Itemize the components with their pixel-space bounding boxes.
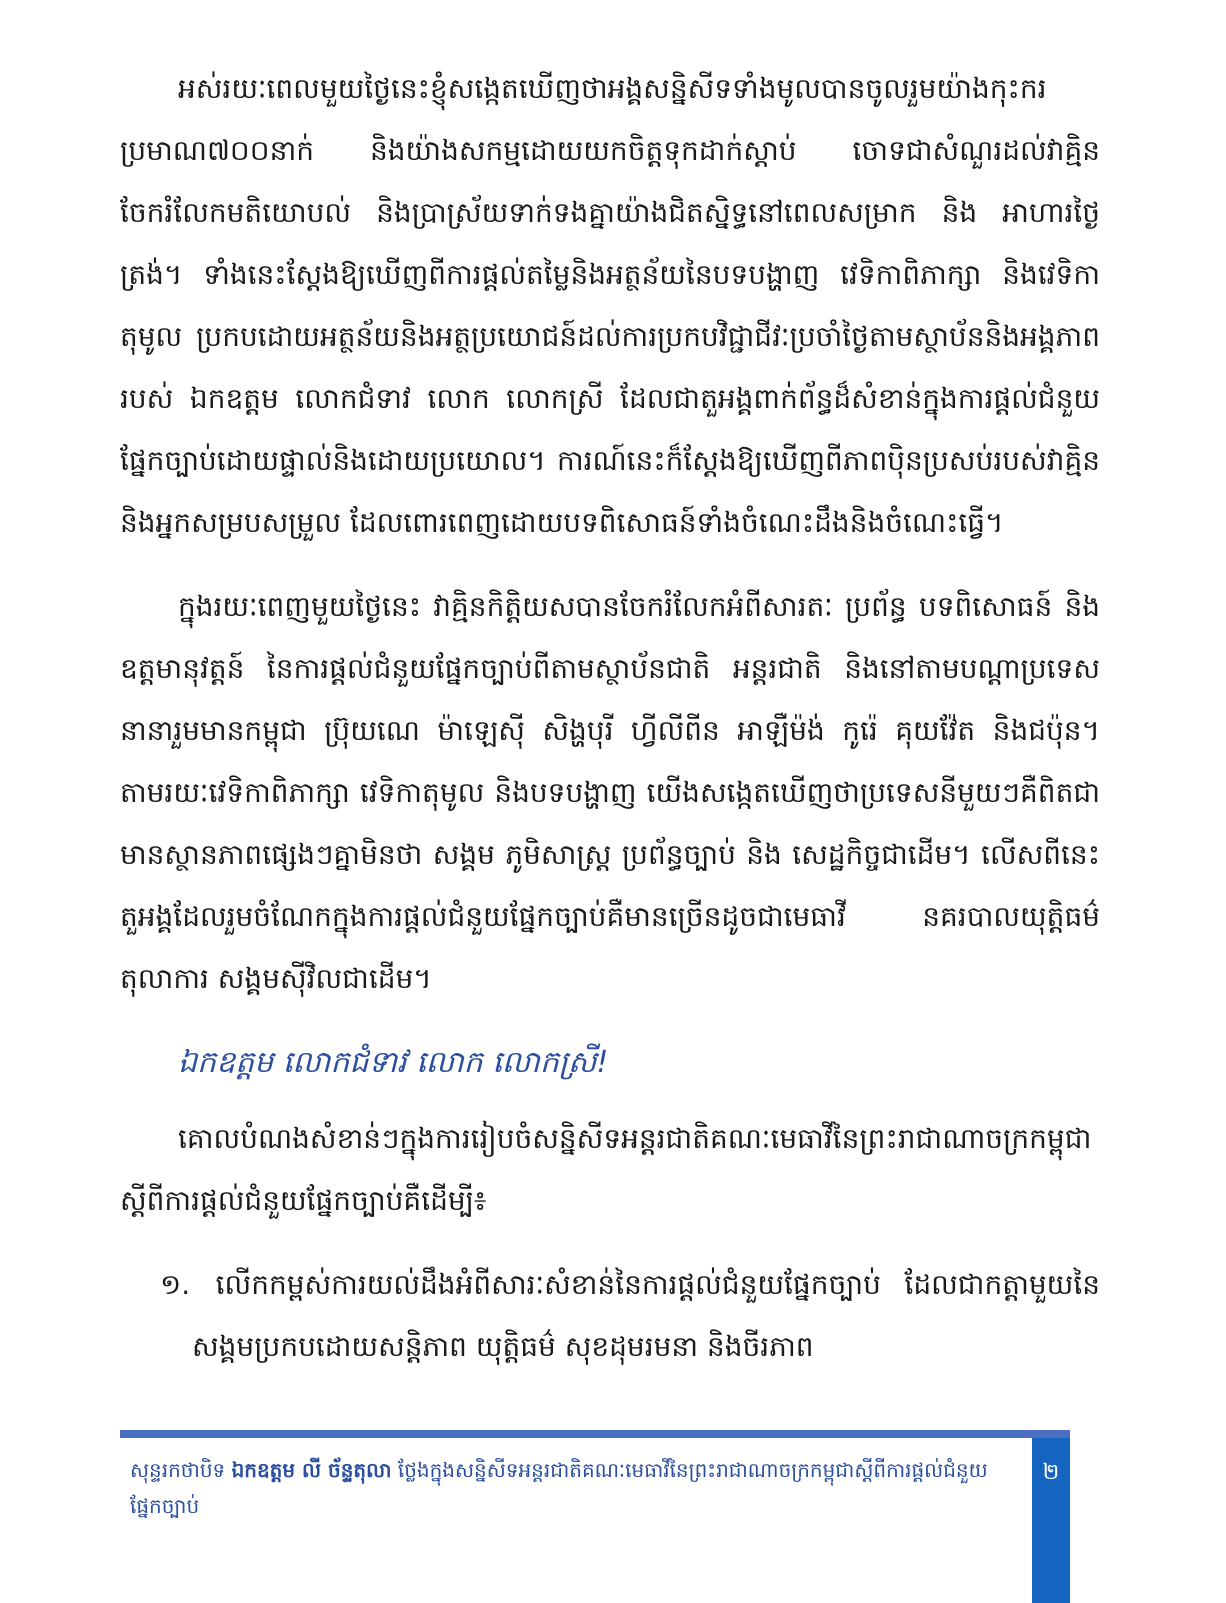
list-item bbox=[120, 1254, 1100, 1378]
paragraph-3: គោលបំណងសំខាន់ៗក្នុងការរៀបចំសន្និសីទអន្តរជាតិគណៈមេធាវីនៃព្រះរាជាណាចក្រកម្ពុជាស្តីពីការផ្តល់ជំនួយផ្នែកច្បាប់គឺដើម្បី៖ bbox=[120, 1122, 1092, 1217]
salutation-heading: ឯកឧត្តម លោកជំទាវ លោក លោកស្រី! bbox=[178, 1045, 609, 1080]
page-number: ២ bbox=[1042, 1460, 1060, 1485]
footer-divider bbox=[120, 1430, 1070, 1438]
list-item-text: លើកកម្ពស់ការយល់ដឹងអំពីសារៈសំខាន់នៃការផ្តល់ជំនួយផ្នែកច្បាប់ ដែលជាកត្តាមួយនៃសង្គមប្រកបដោយសន្តិភាព យុត្តិធម៌ សុខដុមរមនា និងចីរភាព bbox=[192, 1268, 1100, 1363]
page-number-box bbox=[1032, 1438, 1070, 1603]
footer-suffix: ថ្លែងក្នុងសន្និសីទអន្តរជាតិគណៈមេធាវីនៃព្រះរាជាណាចក្រកម្ពុជាស្តីពីការផ្តល់ជំនួយផ្នែកច្បាប់ bbox=[130, 1458, 988, 1518]
paragraph-2: ក្នុងរយៈពេញមួយថ្ងៃនេះ វាគ្មិនកិត្តិយសបានចែករំលែកអំពីសារតៈ ប្រព័ន្ធ បទពិសោធន៍ និងឧត្តមានុវត្តន៍ នៃការផ្តល់ជំនួយផ្នែកច្បាប់ពីតាមស្ថាប័នជាតិ អន្តរជាតិ និងនៅតាមបណ្តាប្រទេសនានារួមមានកម្ពុជា ប្រ៊ុយណេ ម៉ាឡេស៊ី សិង្ហបុរី ហ្វីលីពីន អាឡឺម៉ង់ កូរ៉េ គុយវ៉ែត និងជប៉ុន។ តាមរយៈវេទិកាពិភាក្សា វេទិកាតុមូល និងបទបង្ហាញ យើងសង្កេតឃើញថាប្រទេសនីមួយៗគឺពិតជាមានស្ថានភាពផ្សេងៗគ្នាមិនថា សង្គម ភូមិសាស្ត្រ ប្រព័ន្ធច្បាប់ និង សេដ្ឋកិច្ចជាដើម។ លើសពីនេះ តួអង្គដែលរួមចំណែកក្នុងការផ្តល់ជំនួយផ្នែកច្បាប់គឺមានច្រើនដូចជាមេធាវី នគរបាលយុត្តិធម៌ តុលាការ សង្គមស៊ីវិលជាដើម។ bbox=[120, 590, 1100, 995]
footer-prefix: សុន្ទរកថាបិទ bbox=[130, 1458, 232, 1482]
document-body bbox=[120, 58, 1100, 1378]
list-item-number: ១. bbox=[160, 1268, 191, 1301]
footer-speaker-name: ឯកឧត្តម លី ច័ន្ទតុលា bbox=[231, 1458, 392, 1482]
paragraph-1: អស់រយៈពេលមួយថ្ងៃនេះខ្ញុំសង្កេតឃើញថាអង្គសន្និសីទទាំងមូលបានចូលរួមយ៉ាងកុះករប្រមាណ៧០០នាក់ និងយ៉ាងសកម្មដោយយកចិត្តទុកដាក់ស្តាប់ ចោទជាសំណួរដល់វាគ្មិន ចែករំលែកមតិយោបល់ និងប្រាស្រ័យទាក់ទងគ្នាយ៉ាងជិតស្និទ្ធនៅពេលសម្រាក និង អាហារថ្ងៃត្រង់។ ទាំងនេះស្តែងឱ្យឃើញពីការផ្តល់តម្លៃនិងអត្ថន័យនៃបទបង្ហាញ វេទិកាពិភាក្សា និងវេទិកាតុមូល ប្រកបដោយអត្ថន័យនិងអត្ថប្រយោជន៍ដល់ការប្រកបវិជ្ជាជីវៈប្រចាំថ្ងៃតាមស្ថាប័ននិងអង្គភាពរបស់ ឯកឧត្តម លោកជំទាវ លោក លោកស្រី ដែលជាតួអង្គពាក់ព័ន្ធដ៏សំខាន់ក្នុងការផ្តល់ជំនួយផ្នែកច្បាប់ដោយផ្ទាល់និងដោយប្រយោល។ ការណ៍នេះក៏ស្តែងឱ្យឃើញពីភាពប៉ិនប្រសប់របស់វាគ្មិននិងអ្នកសម្របសម្រួល ដែលពោរពេញដោយបទពិសោធន៍ទាំងចំណេះដឹងនិងចំណេះធ្វើ។ bbox=[120, 72, 1100, 539]
footer-caption bbox=[130, 1452, 990, 1524]
